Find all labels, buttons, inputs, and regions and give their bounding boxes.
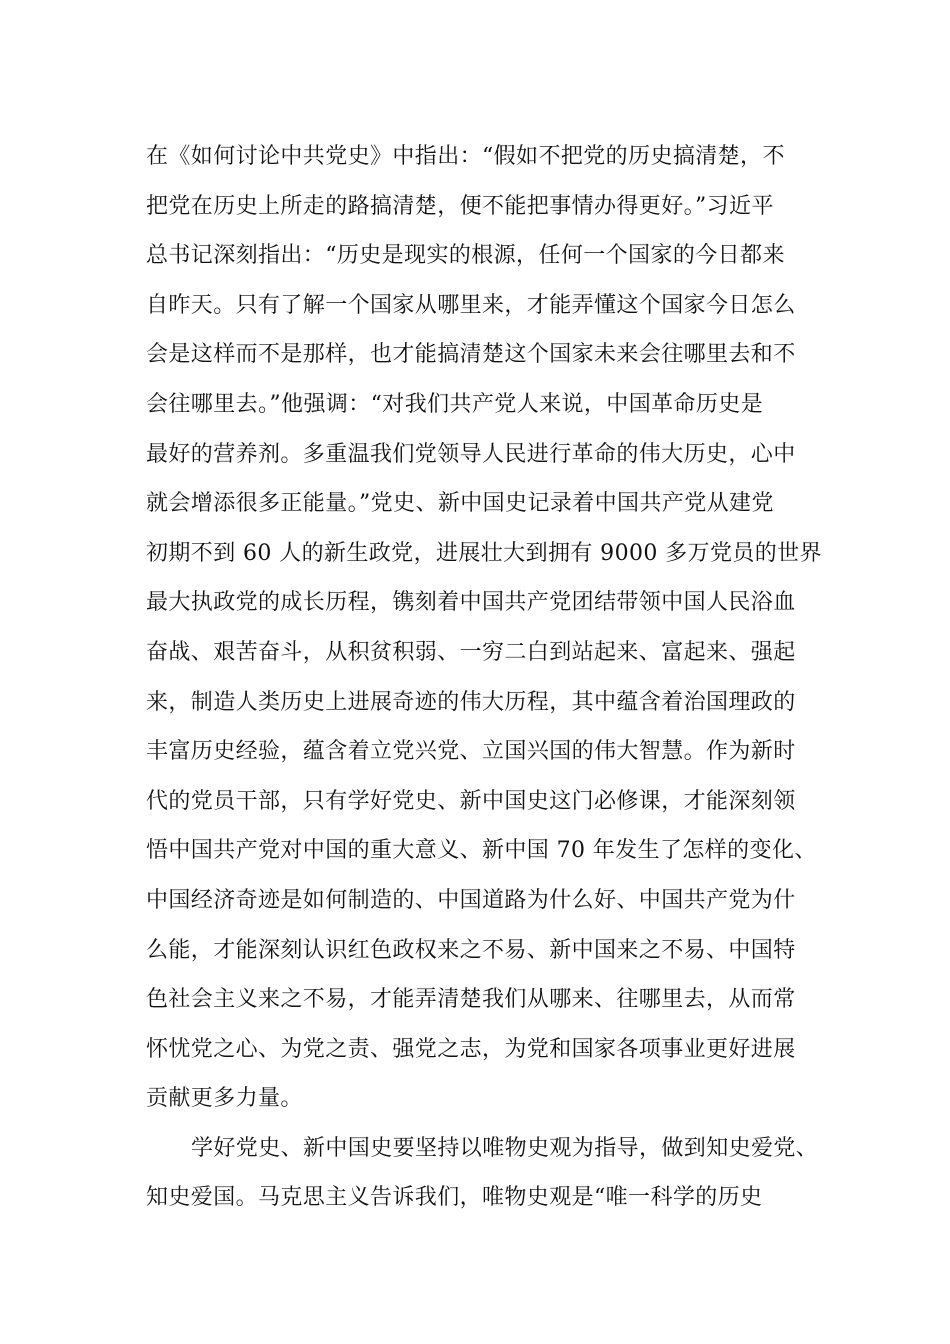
text-line: 最好的营养剂。多重温我们党领导人民进行革命的伟大历史，心中 bbox=[146, 441, 796, 467]
text-line: 悟中国共产党对中国的重大意义、新中国 70 年发生了怎样的变化、 bbox=[146, 838, 817, 864]
document-body bbox=[146, 132, 826, 1223]
text-line: 么能，才能深刻认识红色政权来之不易、新中国来之不易、中国特 bbox=[146, 937, 796, 963]
text-line: 会是这样而不是那样，也才能搞清楚这个国家未来会往哪里去和不 bbox=[146, 342, 796, 368]
text-line: 贡献更多力量。 bbox=[146, 1086, 303, 1112]
paragraph-1 bbox=[146, 132, 826, 1124]
text-line: 最大执政党的成长历程，镌刻着中国共产党团结带领中国人民浴血 bbox=[146, 590, 796, 616]
paragraph-2 bbox=[146, 1124, 826, 1223]
text-line: 在《如何讨论中共党史》中指出：“假如不把党的历史搞清楚，不 bbox=[146, 144, 785, 169]
text-line: 就会增添很多正能量。”党史、新中国史记录着中国共产党从建党 bbox=[146, 491, 774, 517]
text-line: 中国经济奇迹是如何制造的、中国道路为什么好、中国共产党为什 bbox=[146, 887, 796, 913]
text-line: 来，制造人类历史上进展奇迹的伟大历程，其中蕴含着治国理政的 bbox=[146, 689, 796, 715]
text-line: 自昨天。只有了解一个国家从哪里来，才能弄懂这个国家今日怎么 bbox=[146, 292, 796, 318]
text-line: 把党在历史上所走的路搞清楚，便不能把事情办得更好。”习近平 bbox=[146, 193, 774, 219]
text-line: 总书记深刻指出：“历史是现实的根源，任何一个国家的今日都来 bbox=[146, 243, 785, 269]
text-line: 怀忧党之心、为党之责、强党之志，为党和国家各项事业更好进展 bbox=[146, 1036, 796, 1062]
text-line: 色社会主义来之不易，才能弄清楚我们从哪来、往哪里去，从而常 bbox=[146, 987, 796, 1013]
text-line: 奋战、艰苦奋斗，从积贫积弱、一穷二白到站起来、富起来、强起 bbox=[146, 639, 796, 665]
text-line: 丰富历史经验，蕴含着立党兴党、立国兴国的伟大智慧。作为新时 bbox=[146, 739, 796, 765]
text-line: 知史爱国。马克思主义告诉我们，唯物史观是“唯一科学的历史 bbox=[146, 1185, 763, 1211]
text-line: 会往哪里去。”他强调：“对我们共产党人来说，中国革命历史是 bbox=[146, 391, 764, 417]
text-line: 初期不到 60 人的新生政党，进展壮大到拥有 9000 多万党员的世界 bbox=[146, 540, 822, 566]
text-line: 代的党员干部，只有学好党史、新中国史这门必修课，才能深刻领 bbox=[146, 788, 796, 814]
text-line: 学好党史、新中国史要坚持以唯物史观为指导，做到知史爱党、 bbox=[191, 1135, 819, 1161]
